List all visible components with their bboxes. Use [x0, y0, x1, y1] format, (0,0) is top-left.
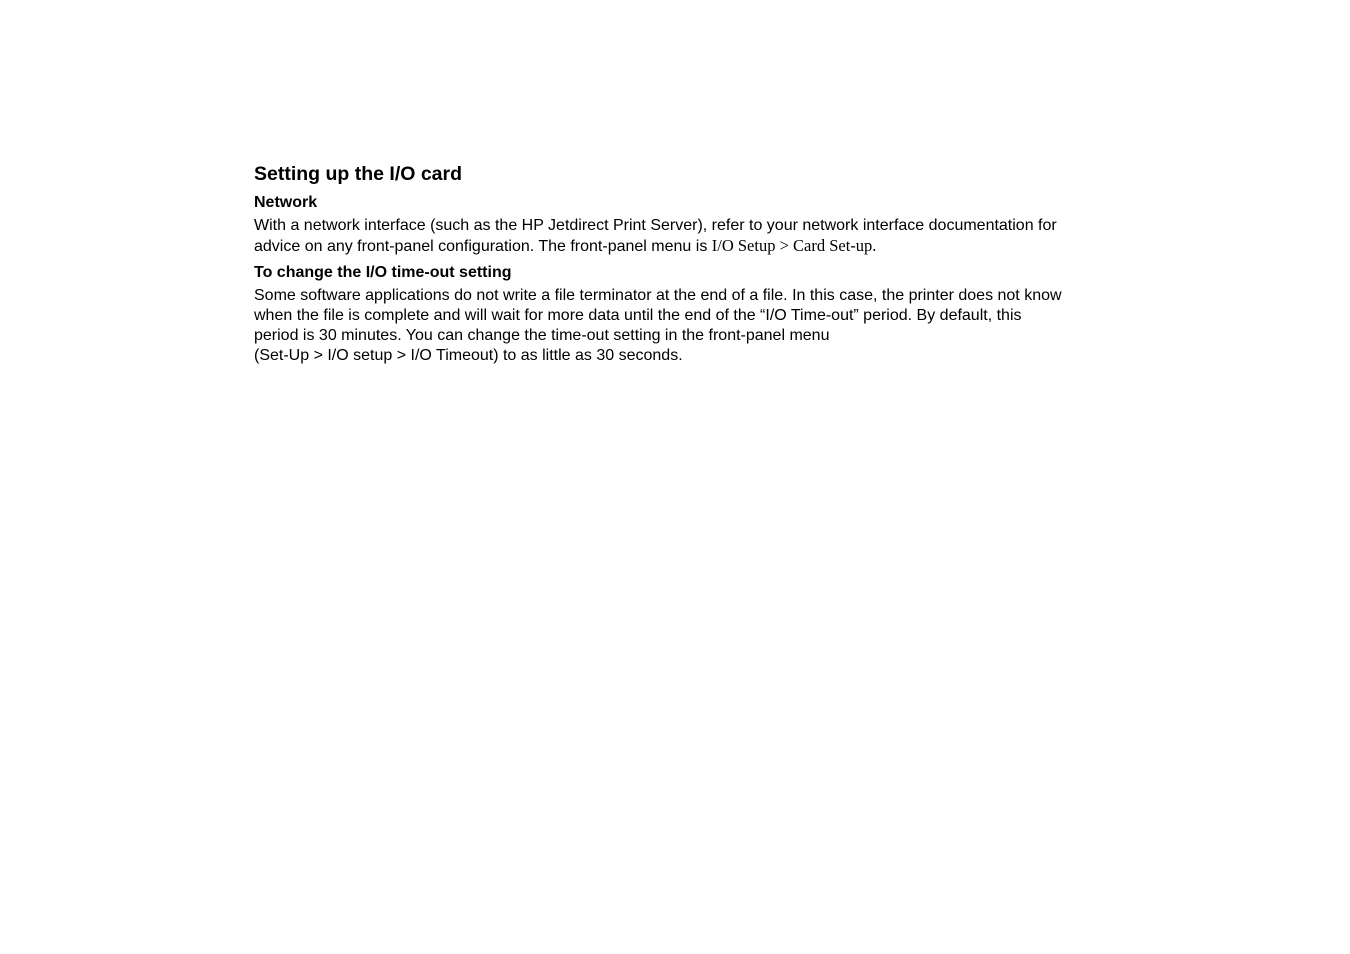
network-line-2-text: advice on any front-panel configuration. The front-panel menu is — [254, 238, 712, 255]
timeout-line-1: Some software applications do not write a file terminator at the end of a file. In this case, the printer does not know — [254, 287, 1062, 304]
timeout-paragraph — [254, 286, 1104, 366]
menu-path: I/O Setup > Card Set-up. — [711, 236, 877, 255]
network-line-2 — [254, 236, 1104, 257]
timeout-heading: To change the I/O time-out setting — [254, 264, 512, 281]
network-heading: Network — [254, 194, 318, 211]
document-page — [254, 162, 1104, 372]
network-paragraph — [254, 216, 1104, 257]
timeout-line-3: period is 30 minutes. You can change the time-out setting in the front-panel menu — [254, 327, 830, 344]
timeout-line-4: (Set-Up > I/O setup > I/O Timeout) to as little as 30 seconds. — [254, 347, 683, 364]
timeout-line-2: when the file is complete and will wait for more data until the end of the “I/O Time-out” period. By default, this — [254, 307, 1022, 324]
network-line-1: With a network interface (such as the HP Jetdirect Print Server), refer to your network interface documentation for — [254, 217, 1057, 234]
page-title: Setting up the I/O card — [254, 163, 463, 185]
